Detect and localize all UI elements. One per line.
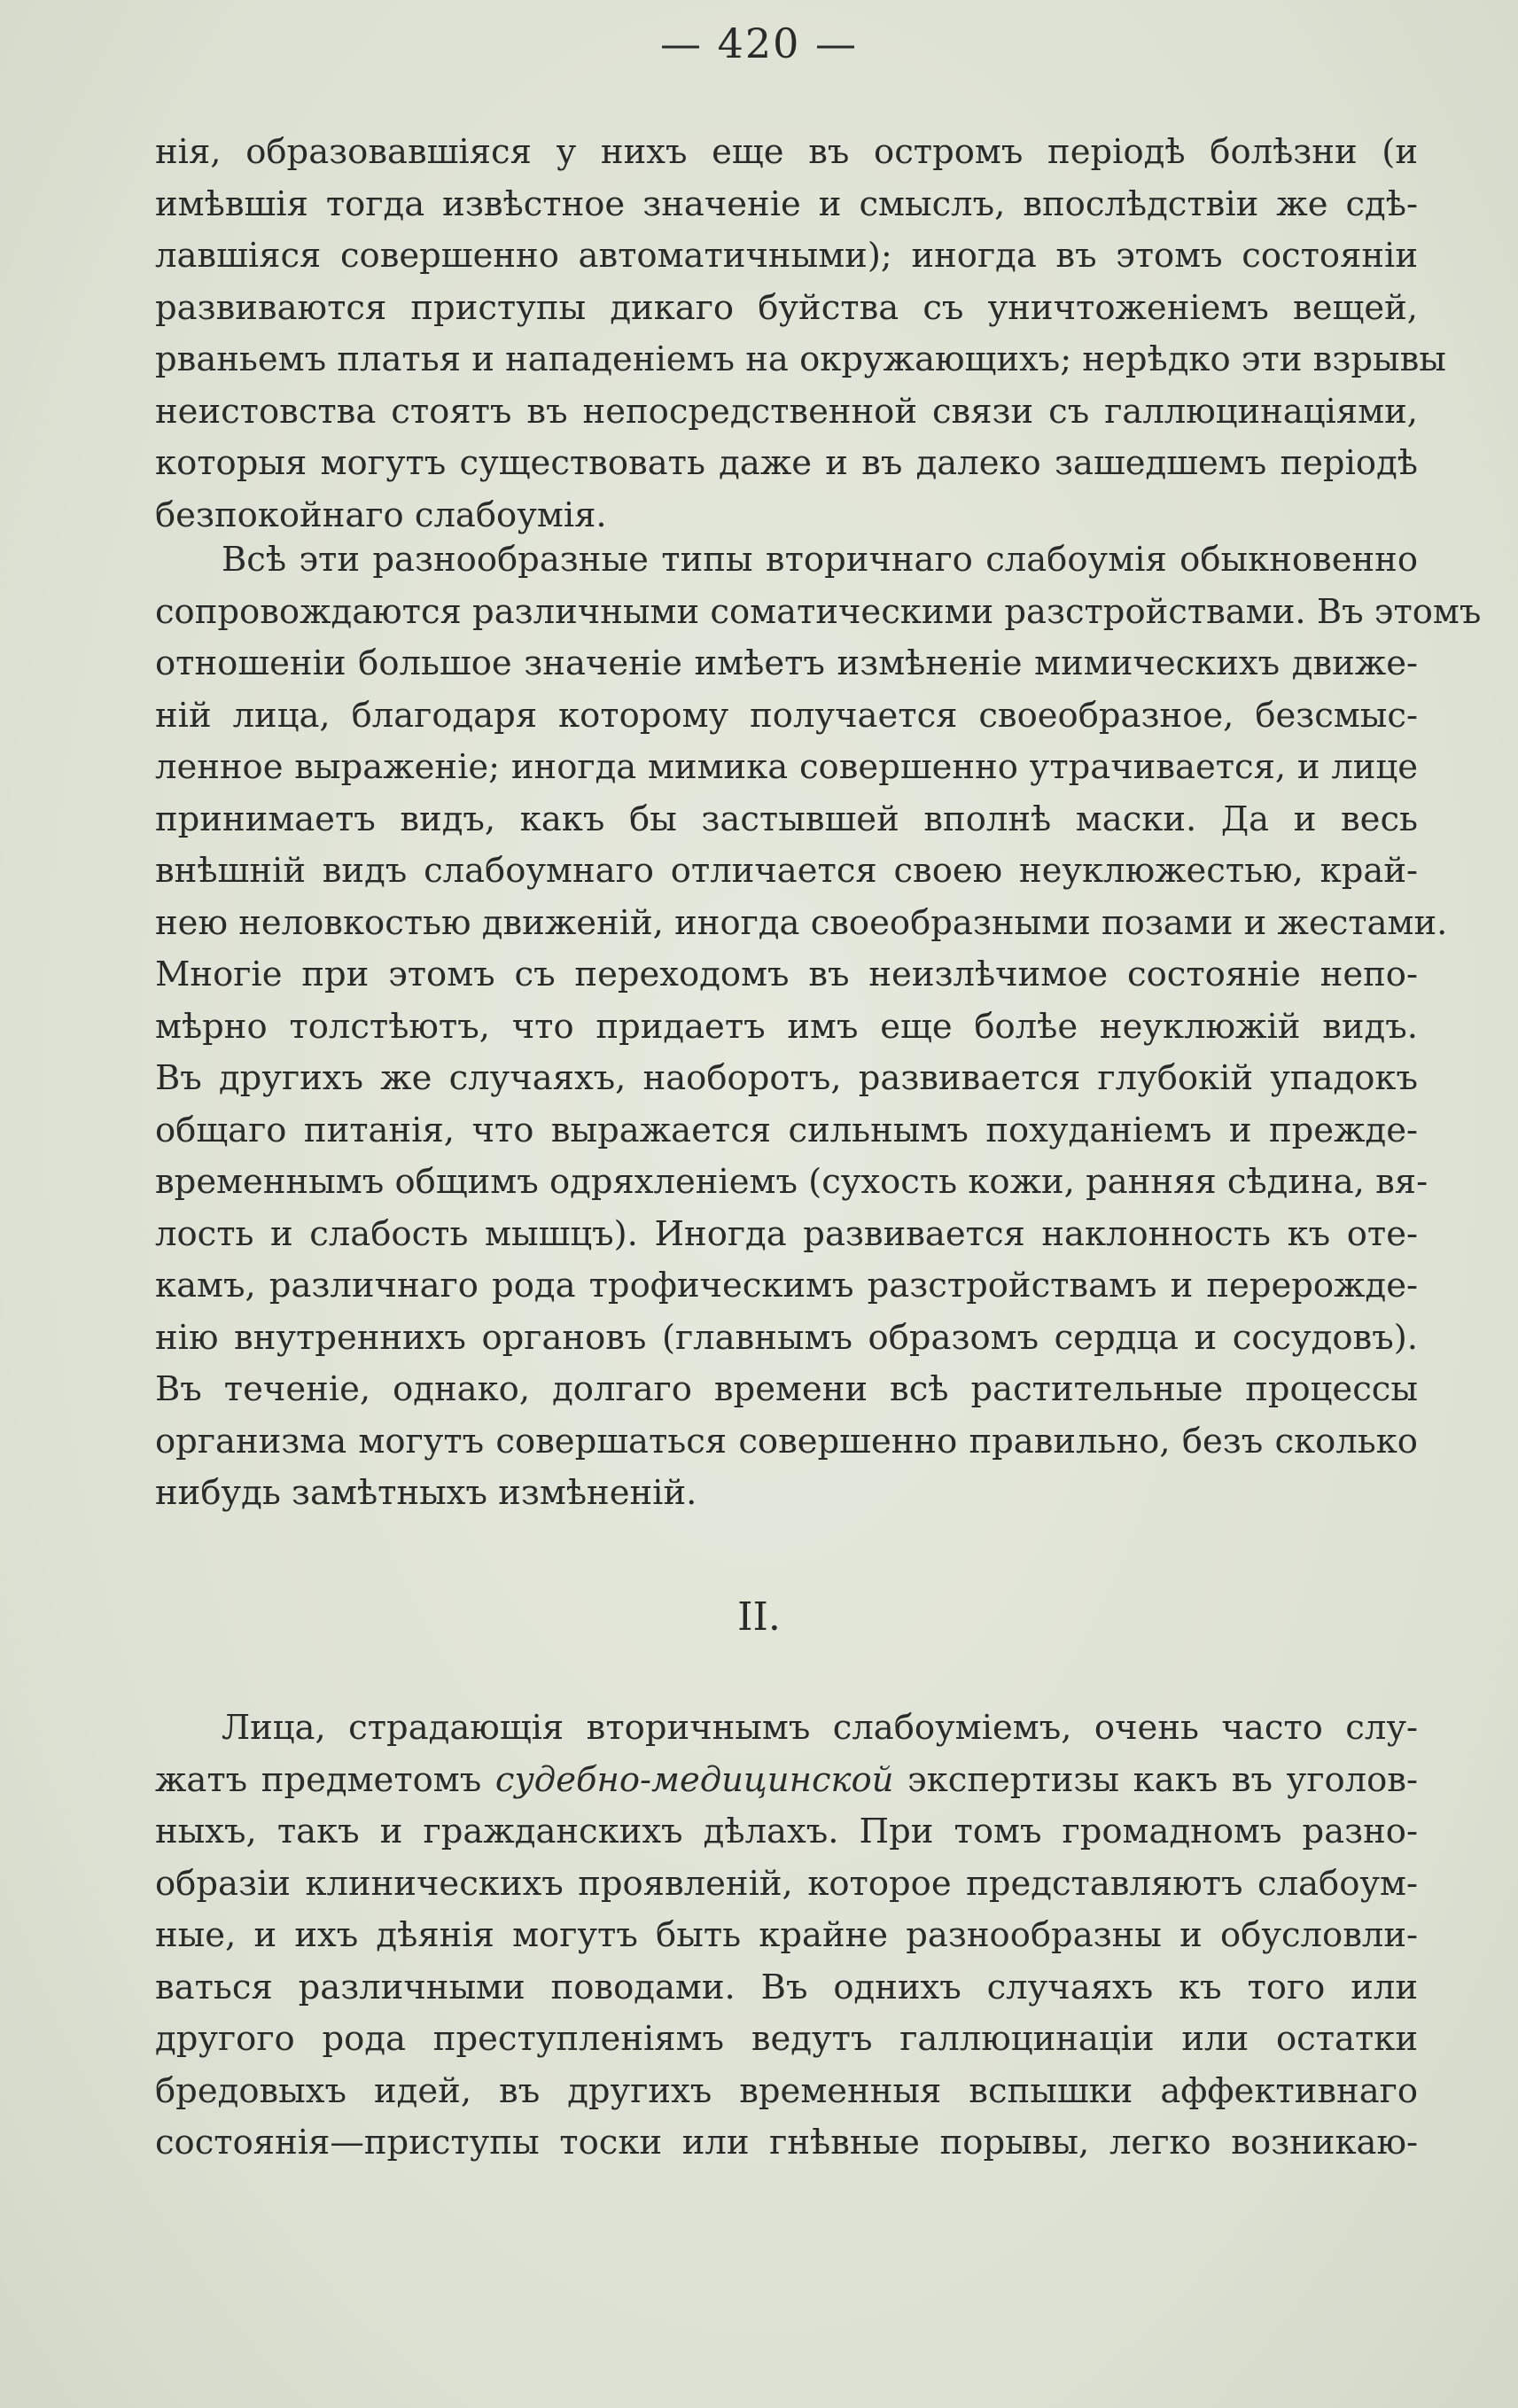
- text-line: которыя могутъ существовать даже и въ далеко зашедшемъ періодѣ: [155, 443, 1418, 483]
- text-line: бредовыхъ идей, въ другихъ временныя вспышки аффективнаго: [155, 2070, 1418, 2111]
- text-line: другого рода преступленіямъ ведутъ галлюцинаціи или остатки: [155, 2019, 1418, 2059]
- text-line: нію внутреннихъ органовъ (главнымъ образомъ сердца и сосудовъ).: [155, 1317, 1418, 1358]
- text-line: нею неловкостью движеній, иногда своеобразными позами и жестами.: [155, 902, 1448, 943]
- text-line: ній лица, благодаря которому получается своеобразное, безсмыс-: [155, 695, 1418, 736]
- text-line: сопровождаются различными соматическими разстройствами. Въ этомъ: [155, 591, 1482, 632]
- text-line: ваться различными поводами. Въ однихъ случаяхъ къ того или: [155, 1967, 1418, 2007]
- text-line: образіи клиническихъ проявленій, которое представляютъ слабоум-: [155, 1863, 1418, 1904]
- text-line: Въ другихъ же случаяхъ, наоборотъ, развивается глубокій упадокъ: [155, 1058, 1418, 1098]
- text-line: нія, образовавшіяся у нихъ еще въ остромъ періодѣ болѣзни (и: [155, 132, 1418, 172]
- text-line: общаго питанія, что выражается сильнымъ похуданіемъ и прежде-: [155, 1110, 1418, 1150]
- text-line: отношеніи большое значеніе имѣетъ измѣненіе мимическихъ движе-: [155, 643, 1418, 683]
- text-segment: экспертизы какъ въ уголов-: [893, 1759, 1418, 1800]
- text-line: организма могутъ совершаться совершенно правильно, безъ сколько: [155, 1421, 1418, 1461]
- text-line: мѣрно толстѣютъ, что придаетъ имъ еще болѣе неуклюжій видъ.: [155, 1006, 1418, 1047]
- text-line: ные, и ихъ дѣянія могутъ быть крайне разнообразны и обусловли-: [155, 1915, 1418, 1955]
- text-line: Всѣ эти разнообразные типы вторичнаго слабоумія обыкновенно: [222, 540, 1418, 580]
- text-line: лавшіяся совершенно автоматичными); иногда въ этомъ состояніи: [155, 236, 1418, 276]
- text-line: Въ теченіе, однако, долгаго времени всѣ растительные процессы: [155, 1369, 1418, 1409]
- text-line: состоянія—приступы тоски или гнѣвные порывы, легко возникаю-: [155, 2123, 1418, 2163]
- page-number: — 420 —: [659, 19, 859, 67]
- text-line: [155, 1755, 1418, 1807]
- text-line: внѣшній видъ слабоумнаго отличается своею неуклюжестью, край-: [155, 851, 1418, 891]
- text-line: Лица, страдающія вторичнымъ слабоуміемъ, очень часто слу-: [222, 1708, 1418, 1748]
- section-heading: II.: [737, 1594, 781, 1640]
- text-line: безпокойнаго слабоумія.: [155, 495, 607, 535]
- text-line: Многіе при этомъ съ переходомъ въ неизлѣчимое состояніе непо-: [155, 955, 1418, 994]
- text-line: развиваются приступы дикаго буйства съ уничтоженіемъ вещей,: [155, 287, 1418, 328]
- text-line: временнымъ общимъ одряхленіемъ (сухость кожи, ранняя сѣдина, вя-: [155, 1162, 1428, 1202]
- text-line: лость и слабость мышцъ). Иногда развивается наклонность къ оте-: [155, 1213, 1418, 1254]
- text-line: ленное выраженіе; иногда мимика совершенно утрачивается, и лице: [155, 747, 1418, 787]
- text-line: имѣвшія тогда извѣстное значеніе и смыслъ, впослѣдствіи же сдѣ-: [155, 183, 1418, 224]
- paragraph-3: [155, 1703, 1418, 2170]
- text-line: рваньемъ платья и нападеніемъ на окружающихъ; нерѣдко эти взрывы: [155, 339, 1446, 379]
- text-line: камъ, различнаго рода трофическимъ разстройствамъ и перерожде-: [155, 1266, 1418, 1305]
- text-line: принимаетъ видъ, какъ бы застывшей вполнѣ маски. Да и весь: [155, 799, 1418, 839]
- text-line: нибудь замѣтныхъ измѣненій.: [155, 1473, 697, 1513]
- paragraph-1: [155, 127, 1446, 542]
- text-segment: жатъ предметомъ: [155, 1759, 495, 1800]
- text-line: ныхъ, такъ и гражданскихъ дѣлахъ. При томъ громадномъ разно-: [155, 1812, 1418, 1851]
- paragraph-2: [155, 534, 1482, 1520]
- italic-term: судебно-медицинской: [494, 1759, 894, 1800]
- text-line: неистовства стоятъ въ непосредственной связи съ галлюцинаціями,: [155, 391, 1418, 432]
